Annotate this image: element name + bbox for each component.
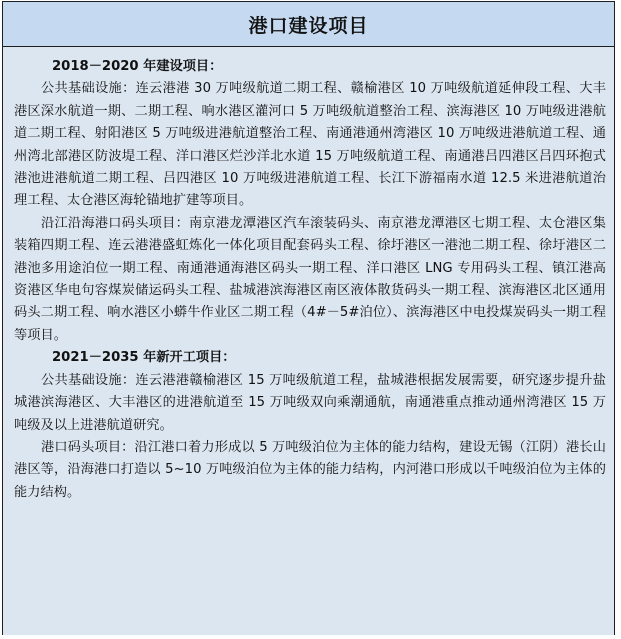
content-area bbox=[3, 47, 614, 635]
page-title: 港口建设项目 bbox=[248, 14, 369, 37]
paragraph-public-infrastructure-2018: 公共基础设施：连云港港 30 万吨级航道二期工程、赣榆港区 10 万吨级航道延伸段工程、大丰港区深水航道一期、二期工程、响水港区灌河口 5 万吨级航道整治工程、滨海港区 10 万吨级进港航道二期工程、射阳港区 5 万吨级进港航道整治工程、南通港通州湾港区 10 万吨级进港航道工程、通州湾北部港区防波堤工程、洋口港区烂沙洋北水道 15 万吨级航道工程、南通港吕四港区吕四环抱式港池进港航道二期工程、吕四港区 10 万吨级进港航道工程、长江下游福南水道 12.5 米进港航道治理工程、太仓港区海轮锚地扩建等项目。 bbox=[14, 81, 606, 209]
title-bar bbox=[3, 2, 614, 47]
section-heading-2018-2020: 2018－2020 年建设项目： bbox=[52, 59, 223, 74]
paragraph-terminal-projects-2021: 港口码头项目：沿江港口着力形成以 5 万吨级泊位为主体的能力结构，建设无锡（江阴）港长山港区等，沿海港口打造以 5~10 万吨级泊位为主体的能力结构，内河港口形成以千吨级泊位为主体的能力结构。 bbox=[14, 439, 606, 500]
paragraph-public-infrastructure-2021: 公共基础设施：连云港港赣榆港区 15 万吨级航道工程，盐城港根据发展需要，研究逐步提升盐城港滨海港区、大丰港区的进港航道至 15 万吨级双向乘潮通航，南通港重点推动通州湾港区 15 万吨级及以上进港航道研究。 bbox=[14, 372, 606, 433]
project-table bbox=[2, 1, 615, 635]
paragraph-terminal-projects-2018: 沿江沿海港口码头项目：南京港龙潭港区汽车滚装码头、南京港龙潭港区七期工程、太仓港区集装箱四期工程、连云港港盛虹炼化一体化项目配套码头工程、徐圩港区一港池二期工程、徐圩港区二港池多用途泊位一期工程、南通港通海港区码头一期工程、洋口港区 LNG 专用码头工程、镇江港高资港区华电句容煤炭储运码头工程、盐城港滨海港区南区液体散货码头一期工程、滨海港区北区通用码头二期工程、响水港区小蟒牛作业区二期工程（4#－5#泊位）、滨海港区中电投煤炭码头一期工程等项目。 bbox=[14, 215, 606, 343]
section-heading-2021-2035: 2021－2035 年新开工项目： bbox=[52, 350, 236, 366]
